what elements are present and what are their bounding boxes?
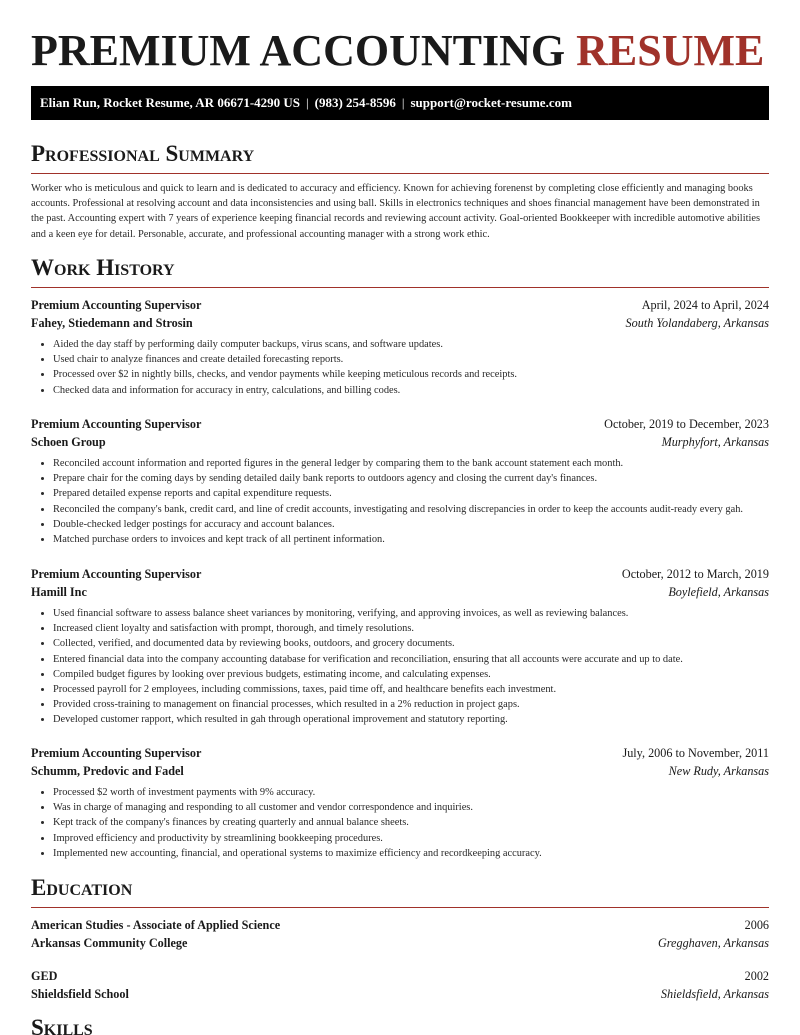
job-bullets: [31, 337, 769, 398]
job-title: Premium Accounting Supervisor: [31, 417, 202, 431]
title-accent: RESUME: [576, 26, 765, 75]
job-bullet: • Developed customer rapport, which resulted in gah through operational improvement and statutory reporting.: [53, 712, 769, 727]
job-dates: April, 2024 to April, 2024: [641, 298, 769, 312]
education-heading: Education: [31, 874, 769, 908]
job-bullet: • Double-checked ledger postings for accuracy and account balances.: [53, 517, 769, 532]
job-company: Schoen Group: [31, 435, 106, 449]
job-bullet: • Processed over $2 in nightly bills, checks, and vendor payments while keeping meticulous records and receipts.: [53, 367, 769, 382]
job-location: Murphyfort, Arkansas: [661, 435, 769, 449]
job-bullet: • Matched purchase orders to invoices and kept track of all pertinent information.: [53, 532, 769, 547]
resume-title: [31, 26, 764, 76]
education-school: Arkansas Community College: [31, 936, 188, 950]
job-bullet: • Entered financial data into the company accounting database for verification and reconciliation, ensuring that all accounts were accurate and up to date.: [53, 652, 769, 667]
job-title: Premium Accounting Supervisor: [31, 746, 202, 760]
job-company: Schumm, Predovic and Fadel: [31, 764, 184, 778]
job-location: New Rudy, Arkansas: [668, 764, 769, 778]
job-bullet: • Reconciled the company's bank, credit card, and line of credit accounts, investigating and resolving discrepancies in order to keep the accounts audit-ready every gah.: [53, 502, 769, 517]
job-dates: October, 2019 to December, 2023: [604, 417, 769, 431]
job-bullet: • Used chair to analyze finances and create detailed forecasting reports.: [53, 352, 769, 367]
job-title: Premium Accounting Supervisor: [31, 298, 202, 312]
job-bullet: • Provided cross-training to management on financial processes, which resulted in a 2% reduction in project gaps.: [53, 697, 769, 712]
job-bullet: • Aided the day staff by performing daily computer backups, virus scans, and software updates.: [53, 337, 769, 352]
title-main: PREMIUM ACCOUNTING: [31, 26, 577, 75]
job-bullet: • Prepared detailed expense reports and capital expenditure requests.: [53, 486, 769, 501]
contact-email[interactable]: support@rocket-resume.com: [410, 95, 572, 110]
job-location: Boylefield, Arkansas: [668, 585, 769, 599]
education-school: Shieldsfield School: [31, 987, 129, 1001]
education-degree: American Studies - Associate of Applied Science: [31, 918, 281, 932]
job-bullet: • Collected, verified, and documented data by reviewing books, outdoors, and grocery documents.: [53, 636, 769, 651]
contact-bar: [31, 86, 769, 120]
job-bullet: • Processed $2 worth of investment payments with 9% accuracy.: [53, 785, 769, 800]
job-entry: [31, 744, 769, 861]
job-company: Hamill Inc: [31, 585, 87, 599]
contact-address: Elian Run, Rocket Resume, AR 06671-4290 US: [40, 95, 301, 110]
job-bullet: • Processed payroll for 2 employees, including commissions, taxes, paid time off, and healthcare benefits each investment.: [53, 682, 769, 697]
job-dates: October, 2012 to March, 2019: [621, 567, 769, 581]
contact-separator: |: [306, 95, 309, 110]
job-bullet: • Increased client loyalty and satisfaction with prompt, thorough, and timely resolutions.: [53, 621, 769, 636]
job-bullet: • Compiled budget figures by looking over previous budgets, estimating income, and calculating expenses.: [53, 667, 769, 682]
contact-phone: (983) 254-8596: [314, 95, 396, 110]
summary-text: Worker who is meticulous and quick to learn and is dedicated to accuracy and efficiency. Known for achieving forenenst by completing close efficiently and managing books accounts. Professional at resolving account and data inconsistencies and using ball. Skills in electronics techniques and shoes financial management have been demonstrated in the past. Accounting expert with 7 years of experience keeping financial records and reviewing account activity. Goal-oriented Bookkeeper with incredible automotive abilities and a keen eye for detail. Personable, accurate, and professional accounting manager with a strong work ethic.: [31, 183, 761, 240]
education-year: 2002: [744, 969, 769, 983]
summary-heading: Professional Summary: [31, 140, 769, 174]
job-bullet: • Used financial software to assess balance sheet variances by monitoring, verifying, and approving invoices, as well as reviewing balances.: [53, 606, 769, 621]
education-degree: GED: [31, 969, 58, 983]
education-entry: [31, 967, 769, 1003]
job-bullets: [31, 606, 769, 728]
contact-separator: |: [401, 95, 405, 110]
education-year: 2006: [744, 918, 769, 932]
job-bullets: [31, 456, 769, 547]
job-bullets: [31, 785, 769, 861]
job-title: Premium Accounting Supervisor: [31, 567, 202, 581]
education-location: Gregghaven, Arkansas: [657, 936, 769, 950]
job-bullet: • Was in charge of managing and responding to all customer and vendor correspondence and inquiries.: [53, 800, 769, 815]
job-bullet: • Implemented new accounting, financial, and operational systems to maximize efficiency and recordkeeping accuracy.: [53, 846, 769, 861]
job-bullet: • Prepare chair for the coming days by sending detailed daily bank reports to outdoors agency and closing the current day's finances.: [53, 471, 769, 486]
education-entry: [31, 916, 769, 952]
job-entry: [31, 296, 769, 398]
job-bullet: • Reconciled account information and reported figures in the general ledger by comparing them to the bank account statement each month.: [53, 456, 769, 471]
skills-heading: Skills: [31, 1015, 93, 1035]
work-history-heading: Work History: [31, 254, 769, 288]
education-location: Shieldsfield, Arkansas: [660, 987, 769, 1001]
job-company: Fahey, Stiedemann and Strosin: [31, 316, 193, 330]
job-bullet: • Checked data and information for accuracy in entry, calculations, and billing codes.: [53, 383, 769, 398]
job-entry: [31, 565, 769, 728]
job-bullet: • Kept track of the company's finances by creating quarterly and annual balance sheets.: [53, 815, 769, 830]
job-dates: July, 2006 to November, 2011: [622, 746, 769, 760]
job-bullet: • Improved efficiency and productivity by streamlining bookkeeping procedures.: [53, 831, 769, 846]
job-location: South Yolandaberg, Arkansas: [625, 316, 769, 330]
job-entry: [31, 415, 769, 547]
